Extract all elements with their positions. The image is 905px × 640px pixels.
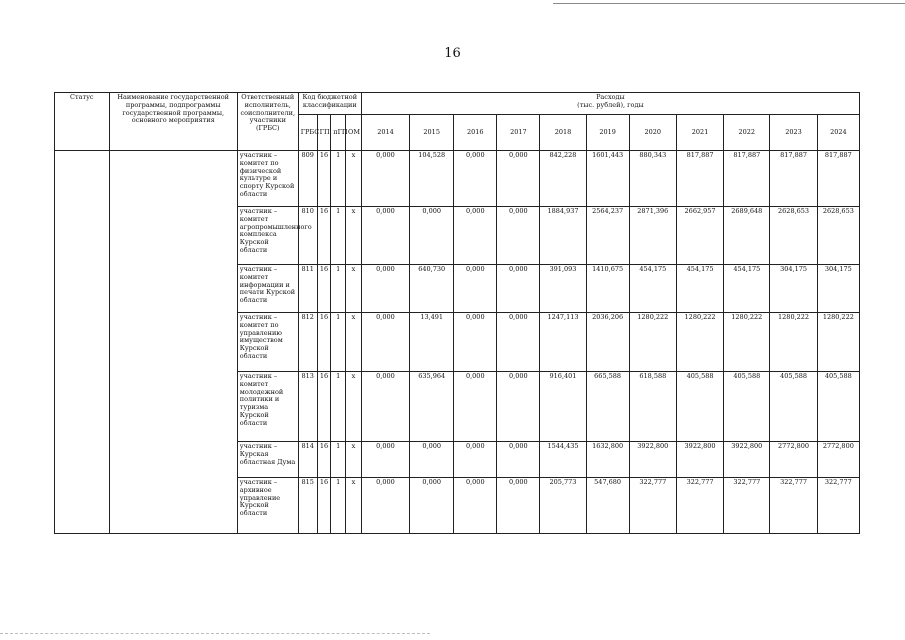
expense-cell: 0,000	[454, 151, 497, 207]
expense-cell: 817,887	[676, 151, 723, 207]
header-year: 2020	[629, 115, 676, 151]
header-row-top	[55, 93, 860, 115]
code-cell: 1	[331, 265, 346, 313]
expense-cell: 3922,800	[676, 442, 723, 478]
expense-cell: 1280,222	[629, 313, 676, 372]
expense-cell: 635,964	[410, 372, 454, 442]
code-cell: х	[346, 265, 362, 313]
code-cell: 811	[298, 265, 317, 313]
expense-cell: 405,588	[770, 372, 817, 442]
expense-cell: 0,000	[410, 207, 454, 265]
expense-cell: 1280,222	[817, 313, 859, 372]
code-cell: 814	[298, 442, 317, 478]
code-cell: 812	[298, 313, 317, 372]
executor-cell: участник – комитет агропромышленного комплекса Курской области	[237, 207, 298, 265]
code-cell: 1	[331, 372, 346, 442]
expense-cell: 322,777	[724, 478, 770, 534]
expense-cell: 104,528	[410, 151, 454, 207]
expense-cell: 0,000	[497, 313, 540, 372]
expense-cell: 1601,443	[586, 151, 629, 207]
expense-cell: 2772,800	[770, 442, 817, 478]
header-year: 2024	[817, 115, 859, 151]
header-name: Наименование государственной программы, подпрограммы государственной программы, основного мероприятия	[109, 93, 237, 151]
header-budget-code: Код бюджетной классификации	[298, 93, 361, 115]
expense-cell: 0,000	[454, 372, 497, 442]
expense-cell: 0,000	[361, 478, 409, 534]
header-year: 2022	[724, 115, 770, 151]
expense-cell: 0,000	[410, 442, 454, 478]
expense-cell: 405,588	[724, 372, 770, 442]
expense-cell: 0,000	[497, 265, 540, 313]
header-year: 2021	[676, 115, 723, 151]
expense-cell: 817,887	[724, 151, 770, 207]
executor-cell: участник – архивное управление Курской области	[237, 478, 298, 534]
budget-table	[54, 92, 860, 534]
expense-cell: 0,000	[497, 372, 540, 442]
header-status: Статус	[55, 93, 110, 151]
expense-cell: 0,000	[497, 207, 540, 265]
code-cell: 815	[298, 478, 317, 534]
code-cell: х	[346, 207, 362, 265]
header-year: 2016	[454, 115, 497, 151]
code-cell: х	[346, 151, 362, 207]
executor-cell: участник – комитет информации и печати Курской области	[237, 265, 298, 313]
header-year: 2017	[497, 115, 540, 151]
executor-cell: участник – комитет по физической культуре и спорту Курской области	[237, 151, 298, 207]
expense-cell: 405,588	[817, 372, 859, 442]
expense-cell: 0,000	[454, 478, 497, 534]
expense-cell: 0,000	[497, 478, 540, 534]
expense-cell: 0,000	[361, 372, 409, 442]
code-cell: 16	[317, 151, 331, 207]
expense-cell: 2772,800	[817, 442, 859, 478]
expense-cell: 205,773	[540, 478, 586, 534]
expense-cell: 0,000	[361, 442, 409, 478]
expense-cell: 1280,222	[770, 313, 817, 372]
executor-cell: участник – комитет молодежной политики и туризма Курской области	[237, 372, 298, 442]
expense-cell: 304,175	[770, 265, 817, 313]
expense-cell: 3922,800	[724, 442, 770, 478]
header-year: 2014	[361, 115, 409, 151]
header-code-om: ОМ	[346, 115, 362, 151]
expense-cell: 1280,222	[724, 313, 770, 372]
expense-cell: 1632,800	[586, 442, 629, 478]
expense-cell: 2628,653	[770, 207, 817, 265]
expense-cell: 2662,957	[676, 207, 723, 265]
code-cell: 1	[331, 478, 346, 534]
expense-cell: 454,175	[676, 265, 723, 313]
header-year: 2018	[540, 115, 586, 151]
header-code-gp: ГП	[317, 115, 331, 151]
executor-cell: участник – комитет по управлению имуществом Курской области	[237, 313, 298, 372]
expense-cell: 842,228	[540, 151, 586, 207]
program-name-cell	[109, 151, 237, 534]
header-expenses-title: Расходы	[596, 93, 625, 101]
expense-cell: 0,000	[454, 442, 497, 478]
expense-cell: 2564,237	[586, 207, 629, 265]
header-code-pgp: пГП	[331, 115, 346, 151]
expense-cell: 0,000	[361, 151, 409, 207]
expense-cell: 454,175	[724, 265, 770, 313]
expense-cell: 1247,113	[540, 313, 586, 372]
expense-cell: 304,175	[817, 265, 859, 313]
expense-cell: 454,175	[629, 265, 676, 313]
expense-cell: 3922,800	[629, 442, 676, 478]
expense-cell: 665,588	[586, 372, 629, 442]
page-number: 16	[444, 46, 461, 61]
expense-cell: 1884,937	[540, 207, 586, 265]
expense-cell: 1410,675	[586, 265, 629, 313]
code-cell: х	[346, 313, 362, 372]
expense-cell: 0,000	[497, 151, 540, 207]
expense-cell: 322,777	[770, 478, 817, 534]
code-cell: 16	[317, 207, 331, 265]
expense-cell: 2036,206	[586, 313, 629, 372]
expense-cell: 2689,648	[724, 207, 770, 265]
expense-cell: 0,000	[410, 478, 454, 534]
code-cell: 809	[298, 151, 317, 207]
expense-cell: 0,000	[497, 442, 540, 478]
header-expenses-subtitle: (тыс. рублей), годы	[577, 100, 644, 109]
code-cell: 16	[317, 372, 331, 442]
header-year: 2019	[586, 115, 629, 151]
header-year: 2023	[770, 115, 817, 151]
code-cell: 16	[317, 478, 331, 534]
code-cell: 16	[317, 265, 331, 313]
code-cell: 813	[298, 372, 317, 442]
code-cell: х	[346, 442, 362, 478]
expense-cell: 0,000	[361, 313, 409, 372]
expense-cell: 640,730	[410, 265, 454, 313]
expense-cell: 322,777	[817, 478, 859, 534]
table-row	[55, 151, 860, 207]
expense-cell: 0,000	[361, 265, 409, 313]
header-executor: Ответственный исполнитель, соисполнители, участники (ГРБС)	[237, 93, 298, 151]
expense-cell: 817,887	[817, 151, 859, 207]
expense-cell: 405,588	[676, 372, 723, 442]
expense-cell: 322,777	[629, 478, 676, 534]
expense-cell: 391,093	[540, 265, 586, 313]
code-cell: 16	[317, 442, 331, 478]
bottom-scan-line	[0, 633, 430, 634]
code-cell: х	[346, 372, 362, 442]
code-cell: 1	[331, 151, 346, 207]
code-cell: 1	[331, 313, 346, 372]
header-year: 2015	[410, 115, 454, 151]
expense-cell: 0,000	[361, 207, 409, 265]
code-cell: 1	[331, 207, 346, 265]
expense-cell: 618,588	[629, 372, 676, 442]
expense-cell: 0,000	[454, 207, 497, 265]
header-expenses	[361, 93, 859, 115]
expense-cell: 817,887	[770, 151, 817, 207]
expense-cell: 13,491	[410, 313, 454, 372]
executor-cell: участник – Курская областная Дума	[237, 442, 298, 478]
expense-cell: 0,000	[454, 313, 497, 372]
header-code-grbs: ГРБС	[298, 115, 317, 151]
expense-cell: 916,401	[540, 372, 586, 442]
expense-cell: 1544,435	[540, 442, 586, 478]
code-cell: 16	[317, 313, 331, 372]
expense-cell: 547,680	[586, 478, 629, 534]
expense-cell: 880,343	[629, 151, 676, 207]
code-cell: 810	[298, 207, 317, 265]
budget-table-body	[55, 151, 860, 534]
code-cell: х	[346, 478, 362, 534]
expense-cell: 2628,653	[817, 207, 859, 265]
top-rule-line	[553, 3, 905, 4]
expense-cell: 1280,222	[676, 313, 723, 372]
expense-cell: 2871,396	[629, 207, 676, 265]
status-cell	[55, 151, 110, 534]
code-cell: 1	[331, 442, 346, 478]
expense-cell: 322,777	[676, 478, 723, 534]
expense-cell: 0,000	[454, 265, 497, 313]
